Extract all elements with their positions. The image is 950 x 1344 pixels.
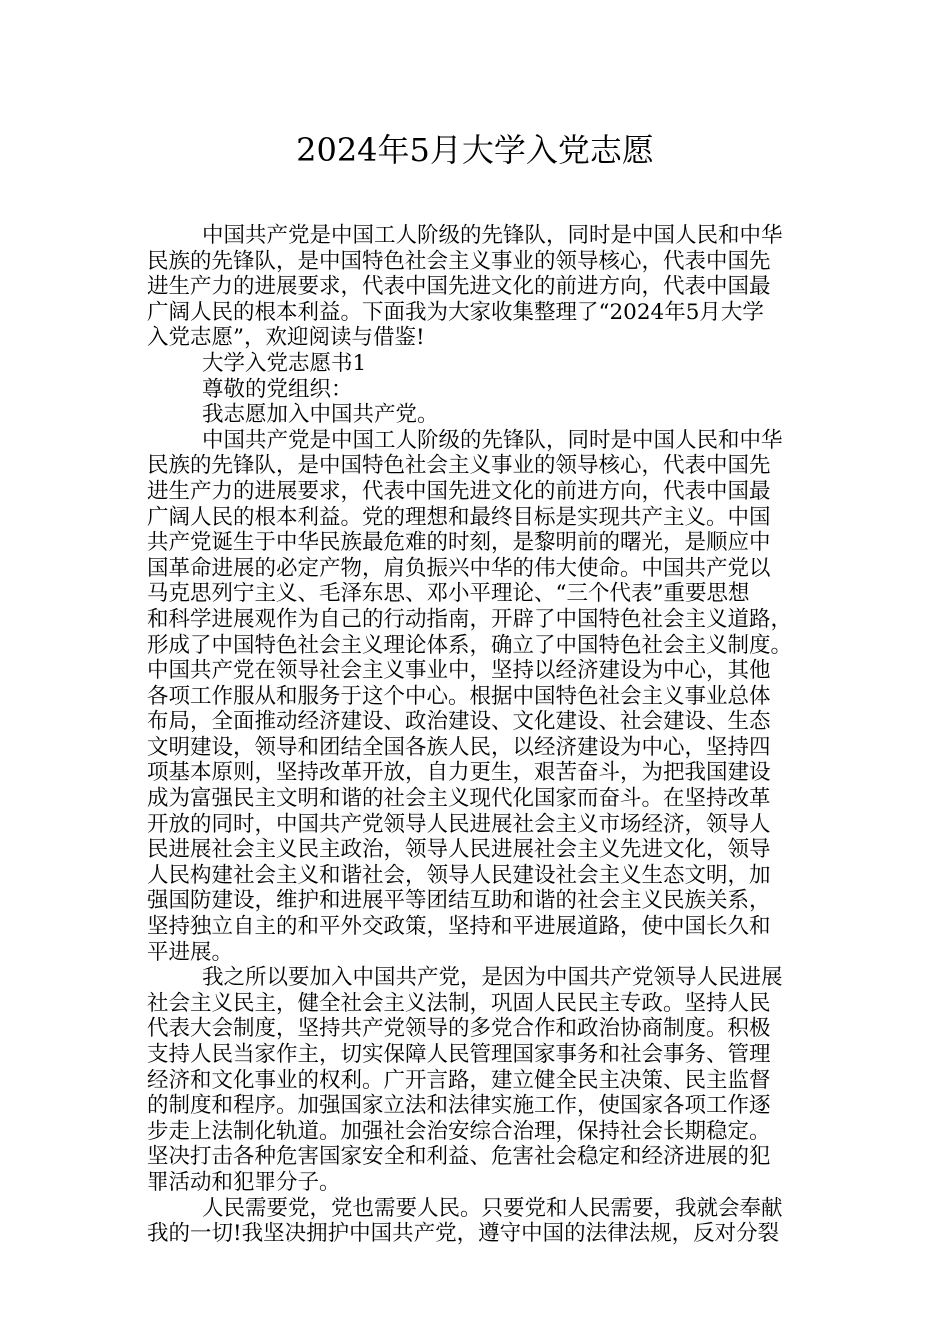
paragraph-line: 经济和文化事业的权利。广开言路，建立健全民主决策、民主监督	[147, 1067, 771, 1093]
paragraph-line: 形成了中国特色社会主义理论体系，确立了中国特色社会主义制度。	[147, 632, 793, 658]
paragraph-line: 人民构建社会主义和谐社会，领导人民建设社会主义生态文明，加	[147, 862, 771, 888]
paragraph-line: 代表大会制度，坚持共产党领导的多党合作和政治协商制度。积极	[147, 1016, 771, 1042]
salutation: 尊敬的党组织：	[202, 376, 353, 402]
paragraph-line: 民进展社会主义民主政治，领导人民进展社会主义先进文化，领导	[147, 837, 771, 863]
paragraph-line: 进生产力的进展要求，代表中国先进文化的前进方向，代表中国最	[147, 274, 771, 300]
paragraph-line: 罪活动和犯罪分子。	[147, 1169, 341, 1195]
paragraph-line: 布局，全面推动经济建设、政治建设、文化建设、社会建设、生态	[147, 709, 771, 735]
paragraph-line: 坚持独立自主的和平外交政策，坚持和平进展道路，使中国长久和	[147, 914, 771, 940]
paragraph-line: 民族的先锋队，是中国特色社会主义事业的领导核心，代表中国先	[147, 248, 771, 274]
paragraph-line: 我的一切!我坚决拥护中国共产党，遵守中国的法律法规，反对分裂	[147, 1221, 780, 1247]
paragraph-line: 中国共产党是中国工人阶级的先锋队，同时是中国人民和中华	[202, 427, 783, 453]
paragraph-line: 文明建设，领导和团结全国各族人民，以经济建设为中心，坚持四	[147, 734, 771, 760]
paragraph-line: 广阔人民的根本利益。下面我为大家收集整理了“2024年5月大学	[147, 299, 764, 325]
paragraph-line: 各项工作服从和服务于这个中心。根据中国特色社会主义事业总体	[147, 683, 771, 709]
paragraph-line: 的制度和程序。加强国家立法和法律实施工作，使国家各项工作逐	[147, 1093, 771, 1119]
paragraph-line: 成为富强民主文明和谐的社会主义现代化国家而奋斗。在坚持改革	[147, 786, 771, 812]
paragraph-line: 强国防建设，维护和进展平等团结互助和谐的社会主义民族关系，	[147, 888, 771, 914]
paragraph-line: 广阔人民的根本利益。党的理想和最终目标是实现共产主义。中国	[147, 504, 771, 530]
paragraph-line: 人民需要党，党也需要人民。只要党和人民需要，我就会奉献	[202, 1195, 783, 1221]
paragraph-line: 入党志愿”，欢迎阅读与借鉴!	[147, 325, 425, 351]
paragraph-line: 支持人民当家作主，切实保障人民管理国家事务和社会事务、管理	[147, 1042, 771, 1067]
paragraph-line: 我之所以要加入中国共产党，是因为中国共产党领导人民进展	[202, 965, 783, 991]
document-body	[147, 223, 807, 1247]
paragraph-line: 民族的先锋队，是中国特色社会主义事业的领导核心，代表中国先	[147, 453, 771, 479]
paragraph-line: 坚决打击各种危害国家安全和利益、危害社会稳定和经济进展的犯	[147, 1144, 771, 1170]
paragraph-line: 中国共产党是中国工人阶级的先锋队，同时是中国人民和中华	[202, 223, 783, 248]
paragraph-line: 国革命进展的必定产物，肩负振兴中华的伟大使命。中国共产党以	[147, 555, 771, 581]
paragraph-line: 马克思列宁主义、毛泽东思、邓小平理论、“三个代表”重要思想	[147, 581, 750, 607]
paragraph-line: 开放的同时，中国共产党领导人民进展社会主义市场经济，领导人	[147, 811, 771, 837]
paragraph-line: 我志愿加入中国共产党。	[202, 402, 439, 428]
paragraph-line: 和科学进展观作为自己的行动指南，开辟了中国特色社会主义道路，	[147, 606, 793, 632]
document-title: 2024年5月大学入党志愿	[296, 131, 654, 169]
paragraph-line: 进生产力的进展要求，代表中国先进文化的前进方向，代表中国最	[147, 478, 771, 504]
paragraph-line: 步走上法制化轨道。加强社会治安综合治理，保持社会长期稳定。	[147, 1118, 771, 1144]
paragraph-line: 项基本原则，坚持改革开放，自力更生，艰苦奋斗，为把我国建设	[147, 760, 771, 786]
section-heading: 大学入党志愿书1	[202, 350, 367, 376]
paragraph-line: 社会主义民主，健全社会主义法制，巩固人民民主专政。坚持人民	[147, 990, 771, 1016]
paragraph-line: 中国共产党在领导社会主义事业中，坚持以经济建设为中心，其他	[147, 658, 771, 684]
paragraph-line: 共产党诞生于中华民族最危难的时刻，是黎明前的曙光，是顺应中	[147, 530, 771, 556]
paragraph-line: 平进展。	[147, 939, 234, 965]
